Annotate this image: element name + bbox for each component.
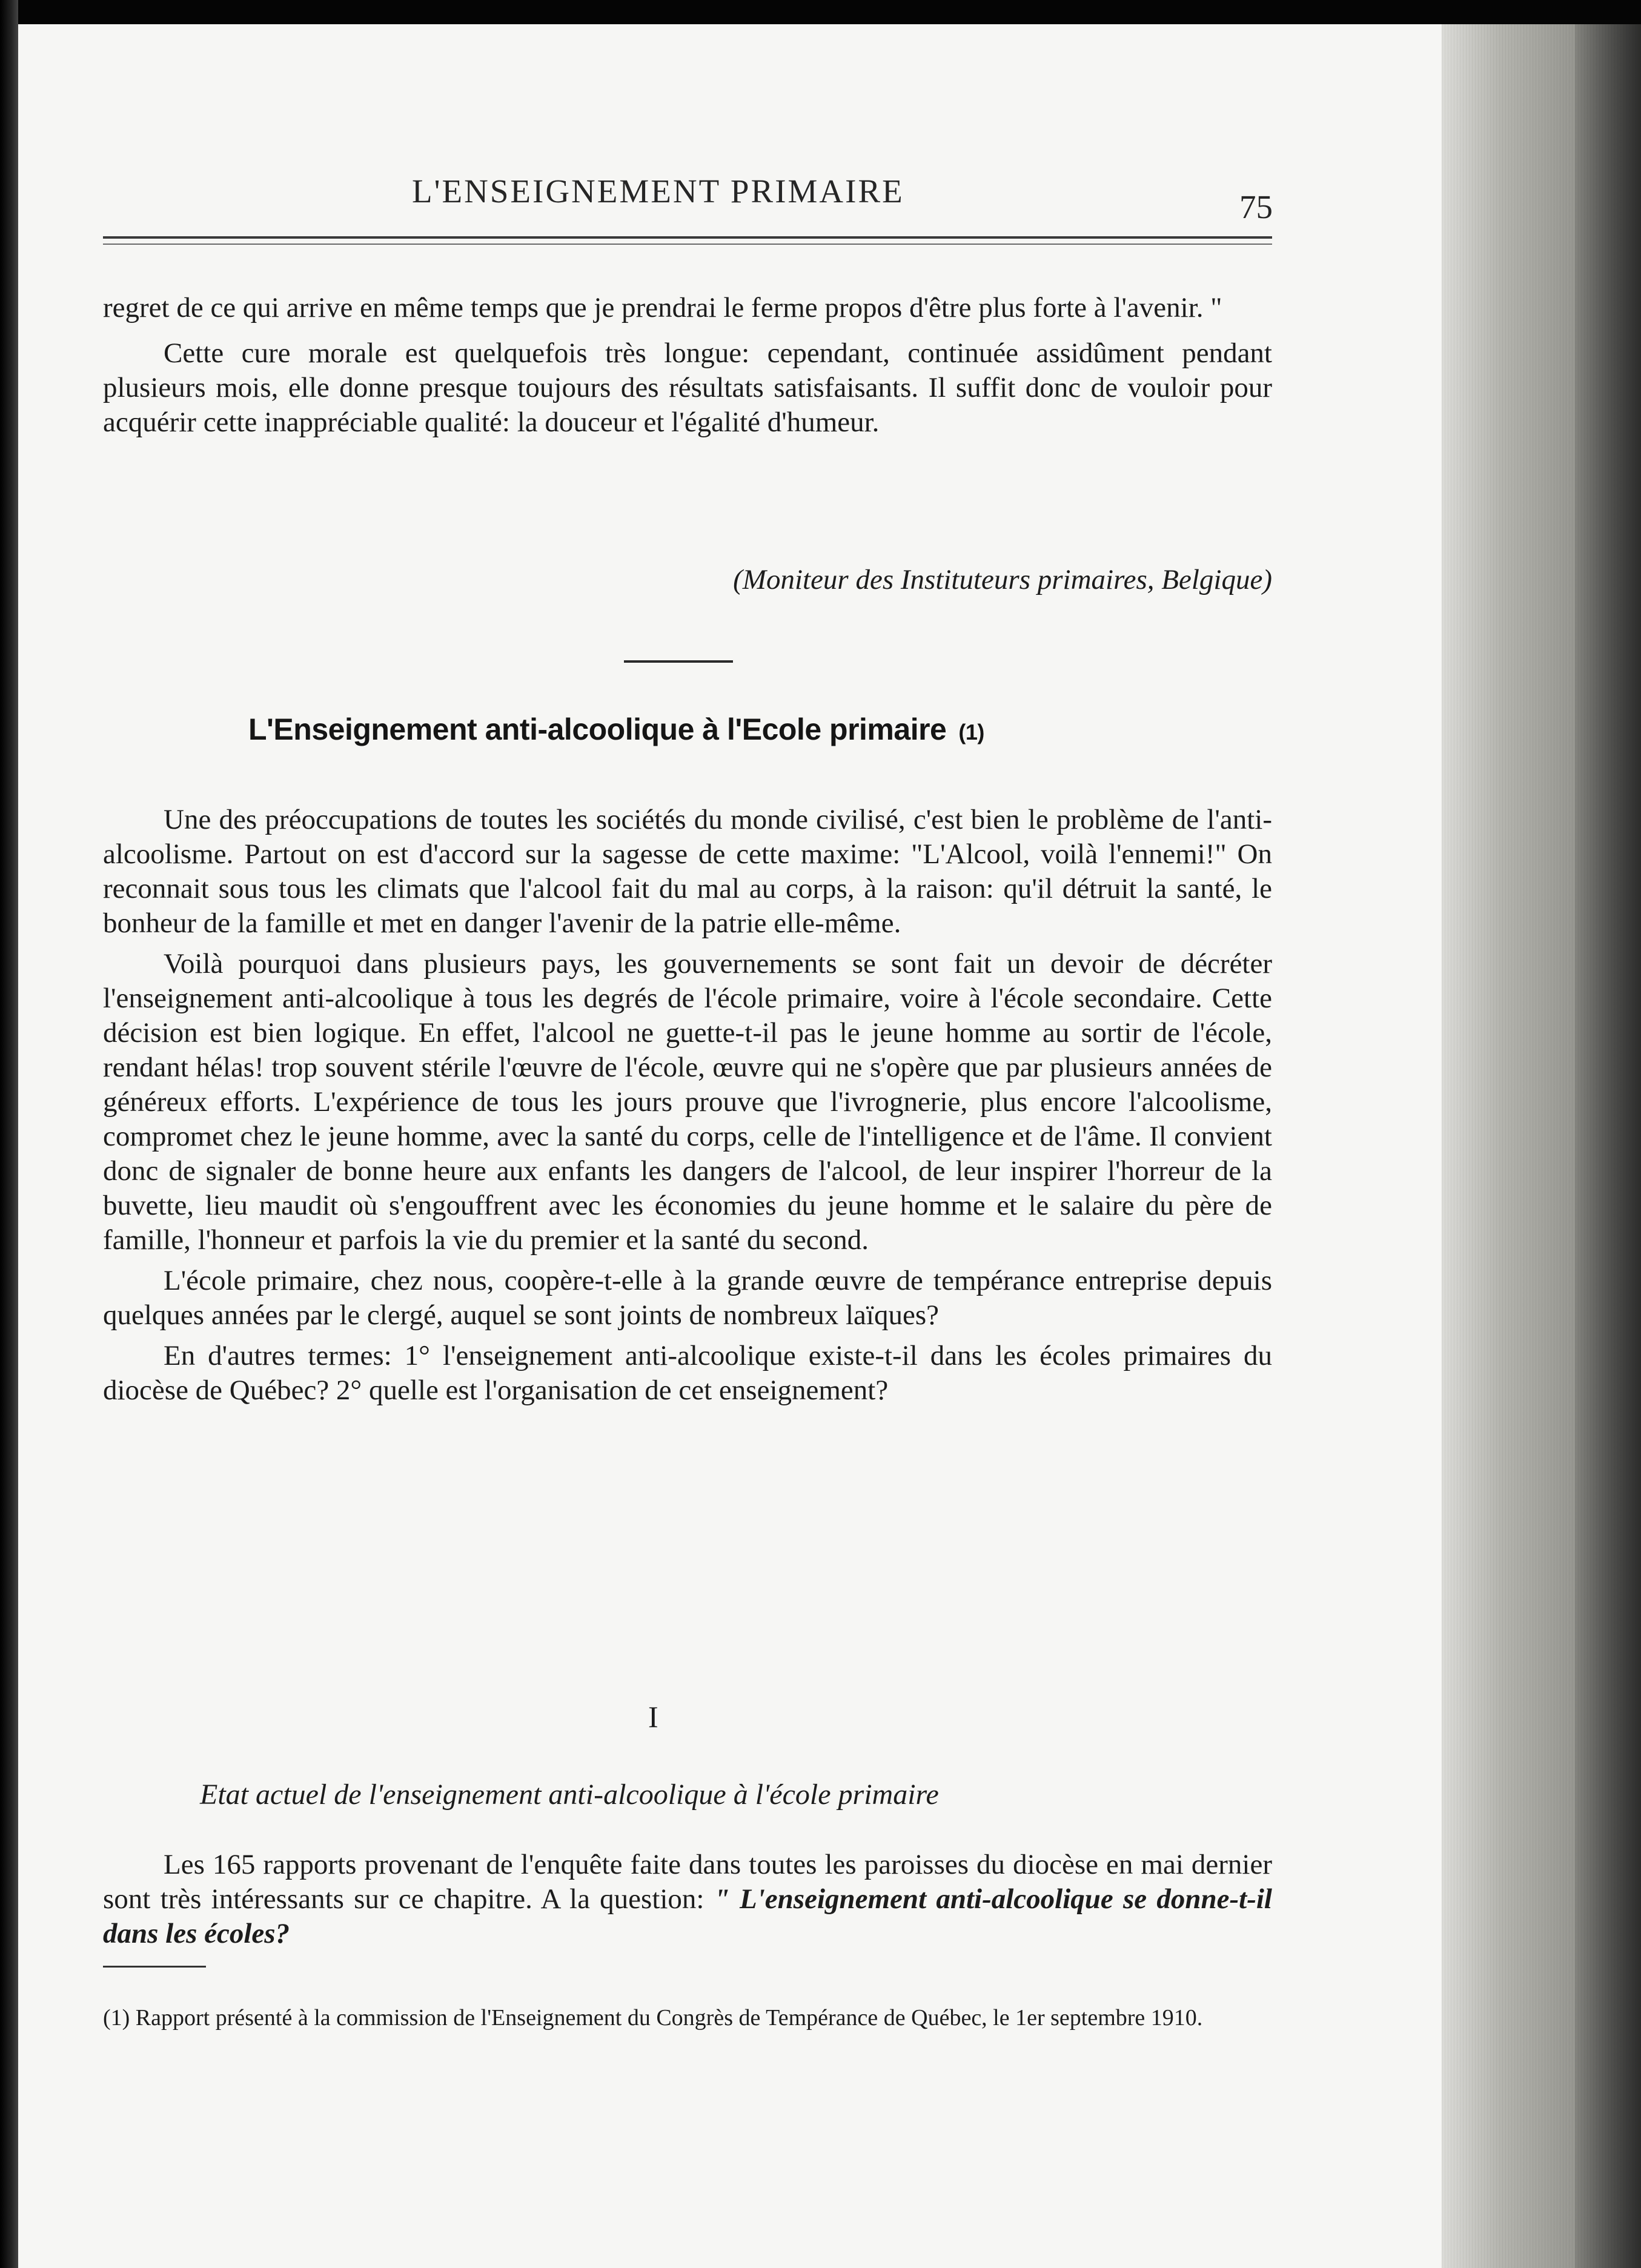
header-rule — [103, 236, 1272, 239]
footnote-rule — [103, 1966, 206, 1968]
section-body — [103, 1848, 1272, 1951]
section-number: I — [648, 1700, 658, 1734]
section-paragraph-question: " L'enseignement anti-alcoolique se donne-t-il dans les écoles? — [103, 1883, 1272, 1949]
article-title-text: L'Enseignement anti-alcoolique à l'Ecole primaire — [248, 712, 947, 746]
article-paragraph-2: Voilà pourquoi dans plusieurs pays, les gouvernements se sont fait un devoir de décréter l'enseignement anti-alcoolique à tous les degrés de l'école primaire, voire à l'école secondaire. Cette décision est bien logique. En effet, l'alcool ne guette-t-il pas le jeune homme au sortir de l'école, rendant hélas! trop souvent stérile l'œuvre de l'école, œuvre qui ne s'opère que par plusieurs années de généreux efforts. L'expérience de tous les jours prouve que l'ivrognerie, plus encore l'alcoolisme, compromet chez le jeune homme, avec la santé du corps, celle de l'intelligence et de l'âme. Il convient donc de signaler de bonne heure aux enfants les dangers de l'alcool, de leur inspirer l'horreur de la buvette, lieu maudit où s'engouffrent avec les économies du jeune homme et le salaire du père de famille, l'honneur et parfois la vie du premier et la santé du second. — [103, 948, 1272, 1256]
article-body — [103, 803, 1272, 1408]
article-paragraph-1: Une des préoccupations de toutes les sociétés du monde civilisé, c'est bien le problème de l'anti-alcoolisme. Partout on est d'accord sur la sagesse de cette maxime: "L'Alcool, voilà l'ennemi!" On reconnait sous tous les climats que l'alcool fait du mal au corps, à la raison: qu'il détruit la santé, le bonheur de la famille et met en danger l'avenir de la patrie elle-même. — [103, 804, 1272, 939]
running-head: L'ENSEIGNEMENT PRIMAIRE — [412, 173, 904, 210]
article-paragraph-4: En d'autres termes: 1° l'enseignement anti-alcoolique existe-t-il dans les écoles primaires du diocèse de Québec? 2° quelle est l'organisation de cet enseignement? — [103, 1340, 1272, 1406]
header-rule-thin — [103, 244, 1272, 245]
footnote-block — [103, 1981, 1272, 2055]
page-content — [67, 133, 1278, 2096]
article-paragraph-3: L'école primaire, chez nous, coopère-t-elle à la grande œuvre de tempérance entreprise depuis quelques années par le clergé, auquel se sont joints de nombreux laïques? — [103, 1265, 1272, 1331]
section-paragraph-text: Les 165 rapports provenant de l'enquête faite dans toutes les paroisses du diocèse en mai dernier sont très intéressants sur ce chapitre. A la question: — [103, 1849, 1272, 1915]
scan-left-edge — [0, 0, 18, 2268]
continued-text-para2: Cette cure morale est quelquefois très longue: cependant, continuée assidûment pendant plusieurs mois, elle donne presque toujours des résultats satisfaisants. Il suffit donc de vouloir pour acquérir cette inappréciable qualité: la douceur et l'égalité d'humeur. — [103, 337, 1272, 438]
footnote-reference: (1) — [958, 720, 984, 744]
continued-paragraph — [103, 291, 1272, 440]
section-paragraph — [103, 1848, 1272, 1951]
continued-text-para1: regret de ce qui arrive en même temps que je prendrai le ferme propos d'être plus forte à l'avenir. " — [103, 292, 1222, 323]
section-title: Etat actuel de l'enseignement anti-alcoolique à l'école primaire — [200, 1779, 939, 1811]
page-number: 75 — [1239, 188, 1273, 225]
attribution: (Moniteur des Instituteurs primaires, Belgique) — [733, 564, 1272, 595]
book-spine-shadow — [1575, 24, 1641, 2268]
section-separator-rule — [624, 660, 733, 663]
article-title — [248, 712, 984, 747]
footnote: (1) Rapport présenté à la commission de l'Enseignement du Congrès de Tempérance de Québec, le 1er septembre 1910. — [103, 2005, 1203, 2031]
